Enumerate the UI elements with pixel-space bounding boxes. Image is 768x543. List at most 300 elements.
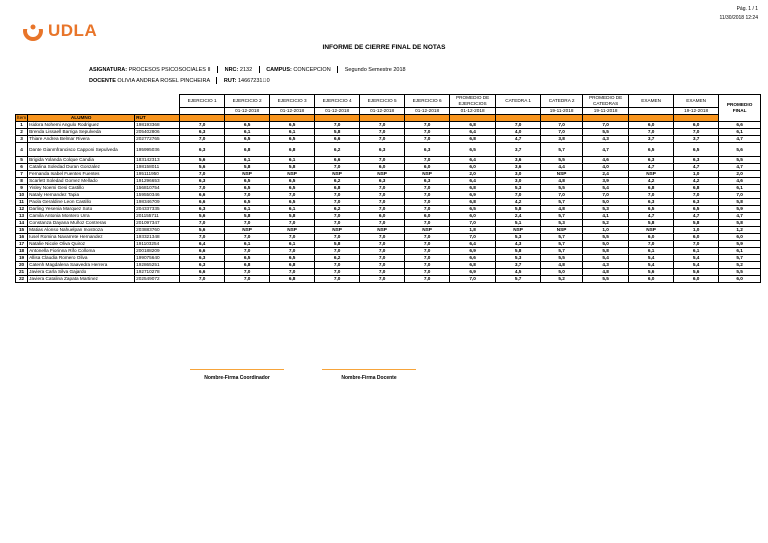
grade-cell: 5,6 xyxy=(180,227,225,234)
page-number: Pág. 1 / 1 xyxy=(736,6,758,12)
grade-cell: 7,0 xyxy=(315,192,360,199)
column-header: PROMEDIO DE EJERCICIOS xyxy=(450,95,496,108)
grade-cell: 5,8 xyxy=(225,213,270,220)
grade-cell: 7,0 xyxy=(360,136,405,143)
student-name: Constanza Dayana Muñoz Contreras xyxy=(28,220,135,227)
grade-cell: 1,8 xyxy=(450,227,496,234)
grade-cell: 5,9 xyxy=(719,241,761,248)
table-row xyxy=(16,262,761,269)
grade-cell: 7,0 xyxy=(583,192,629,199)
grade-cell: 7,0 xyxy=(583,122,629,129)
column-header: PROMEDIO DE CATEDRAS xyxy=(583,95,629,108)
grade-cell: 5,8 xyxy=(629,220,674,227)
date-row xyxy=(16,108,761,115)
grade-cell: 6,3 xyxy=(629,157,674,164)
column-header: PROMEDIO FINAL xyxy=(719,95,761,122)
column-date: 01-12-2018 xyxy=(450,108,496,115)
grade-cell: 7,0 xyxy=(270,234,315,241)
row-number: 12 xyxy=(16,206,28,213)
grade-cell: 6,1 xyxy=(719,185,761,192)
column-date: 19-12-2018 xyxy=(674,108,719,115)
table-row xyxy=(16,241,761,248)
grade-cell: 7,0 xyxy=(360,122,405,129)
grade-cell: 5,5 xyxy=(541,255,583,262)
page-header xyxy=(719,5,758,23)
grade-cell: 5,8 xyxy=(583,248,629,255)
grade-cell: 5,5 xyxy=(719,157,761,164)
table-row xyxy=(16,234,761,241)
grade-cell: 6,5 xyxy=(629,206,674,213)
student-rut: 198346709 xyxy=(135,199,180,206)
grade-cell: 3,6 xyxy=(496,157,541,164)
grade-cell: 5,7 xyxy=(496,276,541,283)
grade-cell: 4,3 xyxy=(583,136,629,143)
grade-cell: NSP xyxy=(225,227,270,234)
row-number: 8 xyxy=(16,178,28,185)
grade-cell: 5,5 xyxy=(541,157,583,164)
grade-cell: 7,0 xyxy=(496,192,541,199)
grade-cell: 7,0 xyxy=(225,248,270,255)
row-number: 15 xyxy=(16,227,28,234)
table-row xyxy=(16,136,761,143)
column-header: EJERCICIO 1 xyxy=(180,95,225,108)
grade-cell: 5,3 xyxy=(496,255,541,262)
grade-cell: 7,0 xyxy=(360,276,405,283)
logo-text: UDLA xyxy=(48,21,98,40)
grade-cell: 6,0 xyxy=(405,213,450,220)
grade-cell: 7,0 xyxy=(719,192,761,199)
campus-value: CONCEPCION xyxy=(293,66,331,73)
row-number: 10 xyxy=(16,192,28,199)
grade-cell: 7,0 xyxy=(360,220,405,227)
nrc-label: NRC: xyxy=(224,66,239,73)
grade-cell: 6,1 xyxy=(225,206,270,213)
grade-cell: 6,3 xyxy=(674,199,719,206)
grade-cell: 7,0 xyxy=(315,164,360,171)
row-number: 6 xyxy=(16,164,28,171)
grade-cell: 6,1 xyxy=(270,129,315,136)
grade-cell: 4,7 xyxy=(674,213,719,220)
student-rut: 205402806 xyxy=(135,129,180,136)
column-date: 01-12-2018 xyxy=(270,108,315,115)
grade-cell: 7,0 xyxy=(360,241,405,248)
grade-cell: 6,0 xyxy=(450,164,496,171)
grade-cell: 6,5 xyxy=(225,199,270,206)
student-rut: 202549072 xyxy=(135,276,180,283)
grade-cell: 7,0 xyxy=(225,269,270,276)
student-name: Allisa Claudia Romero Oliva xyxy=(28,255,135,262)
grade-cell: 6,8 xyxy=(450,185,496,192)
row-number: 22 xyxy=(16,276,28,283)
grade-cell: 7,0 xyxy=(405,276,450,283)
grade-cell: 7,0 xyxy=(360,269,405,276)
row-number: 11 xyxy=(16,199,28,206)
grade-cell: 5,8 xyxy=(270,164,315,171)
column-date: 01-12-2018 xyxy=(360,108,405,115)
grade-cell: 7,0 xyxy=(315,199,360,206)
grade-cell: NSP xyxy=(225,171,270,178)
grade-cell: 6,6 xyxy=(180,192,225,199)
student-rut: 159550346 xyxy=(135,192,180,199)
grade-cell: 6,6 xyxy=(180,269,225,276)
rut-header: RUT xyxy=(135,115,180,122)
grade-cell: 7,0 xyxy=(405,122,450,129)
grade-cell: 7,0 xyxy=(450,276,496,283)
grade-cell: 7,0 xyxy=(180,220,225,227)
student-name: Antonella Fiorinna Rifo Colloma xyxy=(28,248,135,255)
column-date xyxy=(180,108,225,115)
grade-cell: 5,5 xyxy=(719,269,761,276)
grade-cell: 6,1 xyxy=(674,248,719,255)
grade-cell: 6,1 xyxy=(719,129,761,136)
student-rut: 156810754 xyxy=(135,185,180,192)
grade-cell: 5,7 xyxy=(541,143,583,157)
grade-cell: NSP xyxy=(496,227,541,234)
grade-cell: 4,4 xyxy=(541,164,583,171)
student-rut: 202772765 xyxy=(135,136,180,143)
grade-cell: 6,6 xyxy=(315,136,360,143)
grade-cell: 6,1 xyxy=(270,157,315,164)
grade-cell: NSP xyxy=(541,227,583,234)
grade-cell: 7,0 xyxy=(405,248,450,255)
grade-cell: 5,0 xyxy=(583,199,629,206)
table-row xyxy=(16,199,761,206)
grade-cell: 7,0 xyxy=(450,234,496,241)
grade-cell: 1,2 xyxy=(719,227,761,234)
grade-cell: 7,0 xyxy=(405,199,450,206)
grade-cell: 6,0 xyxy=(719,234,761,241)
grade-cell: 4,7 xyxy=(674,164,719,171)
grade-cell: 5,8 xyxy=(315,129,360,136)
column-header: CATEDRA 2 xyxy=(541,95,583,108)
student-name: Isidora Nohemi Angulo Rodriguez xyxy=(28,122,135,129)
grade-cell: 6,5 xyxy=(629,143,674,157)
student-name: Brigida Yolanda Colque Candia xyxy=(28,157,135,164)
grade-cell: 5,8 xyxy=(674,220,719,227)
grade-cell: 2,0 xyxy=(719,171,761,178)
logo-mark-icon xyxy=(22,20,44,42)
row-number: 13 xyxy=(16,213,28,220)
table-row xyxy=(16,164,761,171)
udla-logo xyxy=(22,20,97,42)
grade-cell: 6,4 xyxy=(450,157,496,164)
docente-value: OLIVIA ANDREA ROSEL PINCHEIRA xyxy=(117,77,210,84)
student-rut: 193321348 xyxy=(135,234,180,241)
asignatura-value: PROCESOS PSICOSOCIALES II xyxy=(128,66,211,73)
grade-cell: 7,0 xyxy=(315,213,360,220)
grade-cell: 4,7 xyxy=(496,136,541,143)
column-header: EJERCICIO 6 xyxy=(405,95,450,108)
grade-cell: 6,3 xyxy=(180,255,225,262)
grade-cell: 7,0 xyxy=(496,122,541,129)
grade-cell: 4,0 xyxy=(496,129,541,136)
student-rut: 183142313 xyxy=(135,157,180,164)
grade-cell: 4,7 xyxy=(719,164,761,171)
grade-cell: 7,0 xyxy=(405,234,450,241)
grade-cell: 6,3 xyxy=(629,199,674,206)
grade-cell: NSP xyxy=(360,227,405,234)
grade-cell: 7,0 xyxy=(360,248,405,255)
grade-cell: 6,8 xyxy=(450,136,496,143)
grade-cell: 7,0 xyxy=(360,192,405,199)
grade-cell: 4,7 xyxy=(583,143,629,157)
grade-cell: 3,8 xyxy=(541,136,583,143)
print-datetime: 11/30/2018 12:24 xyxy=(719,15,758,21)
grade-cell: 5,2 xyxy=(583,220,629,227)
grade-cell: 6,3 xyxy=(180,262,225,269)
label-row xyxy=(16,115,761,122)
grade-cell: 7,0 xyxy=(674,241,719,248)
row-number: 5 xyxy=(16,157,28,164)
grade-cell: 7,0 xyxy=(405,185,450,192)
student-rut: 195111950 xyxy=(135,171,180,178)
grade-cell: 5,7 xyxy=(541,213,583,220)
grade-cell: 6,8 xyxy=(315,185,360,192)
grade-cell: 6,0 xyxy=(719,276,761,283)
grade-cell: 6,0 xyxy=(629,234,674,241)
student-name: Paola Geraldine Leon Castillo xyxy=(28,199,135,206)
grade-cell: 6,4 xyxy=(180,241,225,248)
grade-cell: 6,3 xyxy=(360,143,405,157)
grade-cell: 5,3 xyxy=(496,185,541,192)
grade-cell: 5,7 xyxy=(541,248,583,255)
grade-cell: 6,8 xyxy=(270,276,315,283)
grade-cell: 5,2 xyxy=(541,276,583,283)
teacher-rut-value: 14667231 0 xyxy=(237,77,270,84)
row-number: 3 xyxy=(16,136,28,143)
student-rut: 191296653 xyxy=(135,178,180,185)
grade-cell: 5,8 xyxy=(719,220,761,227)
column-header: EXAMEN xyxy=(674,95,719,108)
grade-cell: 5,5 xyxy=(541,185,583,192)
grade-cell: 6,5 xyxy=(225,178,270,185)
table-row xyxy=(16,178,761,185)
grade-cell: 3,7 xyxy=(629,136,674,143)
grade-cell: 6,5 xyxy=(225,136,270,143)
grade-cell: NSP xyxy=(629,227,674,234)
row-number: 18 xyxy=(16,248,28,255)
student-rut: 198193368 xyxy=(135,122,180,129)
grade-cell: 6,8 xyxy=(450,199,496,206)
grade-cell: 4,7 xyxy=(719,136,761,143)
table-row xyxy=(16,255,761,262)
grade-cell: 4,6 xyxy=(719,178,761,185)
nrc-value: 2132 xyxy=(239,66,253,73)
grade-cell: 6,8 xyxy=(225,143,270,157)
grade-cell: 7,0 xyxy=(360,234,405,241)
student-rut: 203883760 xyxy=(135,227,180,234)
grade-cell: 7,0 xyxy=(360,185,405,192)
grade-cell: 5,6 xyxy=(180,213,225,220)
grade-cell: 7,0 xyxy=(270,269,315,276)
grade-cell: 3,0 xyxy=(496,178,541,185)
grade-cell: 6,0 xyxy=(674,234,719,241)
coordinator-signature: Nombre-Firma Coordinador xyxy=(190,369,284,381)
grade-cell: 5,4 xyxy=(629,255,674,262)
grade-cell: 3,7 xyxy=(674,136,719,143)
grade-cell: 7,0 xyxy=(405,241,450,248)
grade-cell: 4,2 xyxy=(629,178,674,185)
grade-cell: 4,7 xyxy=(629,164,674,171)
grade-cell: 7,0 xyxy=(180,122,225,129)
column-date: 19-11-2018 xyxy=(583,108,629,115)
grade-cell: 6,8 xyxy=(450,262,496,269)
grade-cell: 7,0 xyxy=(315,234,360,241)
grade-cell: 6,1 xyxy=(225,241,270,248)
table-row xyxy=(16,220,761,227)
grade-cell: 4,0 xyxy=(583,164,629,171)
grade-cell: 6,5 xyxy=(270,122,315,129)
grade-cell: 4,8 xyxy=(541,178,583,185)
student-name: Scarlett Soledad Gomez Mellado xyxy=(28,178,135,185)
grade-cell: 6,3 xyxy=(180,129,225,136)
student-rut: 201097347 xyxy=(135,220,180,227)
row-number: 2 xyxy=(16,129,28,136)
grade-cell: 6,6 xyxy=(719,122,761,129)
grade-cell: 6,0 xyxy=(405,164,450,171)
grade-cell: 6,2 xyxy=(315,178,360,185)
grade-cell: 4,1 xyxy=(583,213,629,220)
grade-cell: 5,5 xyxy=(583,276,629,283)
grade-cell: 7,0 xyxy=(541,122,583,129)
grade-cell: 7,0 xyxy=(360,206,405,213)
grade-cell: 5,7 xyxy=(541,241,583,248)
grade-cell: 5,4 xyxy=(674,262,719,269)
grade-cell: NSP xyxy=(360,171,405,178)
grade-cell: NSP xyxy=(405,227,450,234)
grade-cell: 5,6 xyxy=(629,269,674,276)
grade-cell: 4,7 xyxy=(629,213,674,220)
grade-cell: 6,5 xyxy=(270,185,315,192)
student-name: Catalina Soledad Duran Gonzalez xyxy=(28,164,135,171)
grade-cell: 6,3 xyxy=(360,178,405,185)
grade-cell: 6,0 xyxy=(629,276,674,283)
row-number: 17 xyxy=(16,241,28,248)
grade-cell: 6,5 xyxy=(270,136,315,143)
grade-cell: 7,0 xyxy=(405,192,450,199)
grade-cell: 7,0 xyxy=(225,220,270,227)
student-name: Javiera Catalina Zapata Martinez xyxy=(28,276,135,283)
grade-cell: 5,7 xyxy=(541,234,583,241)
header-row xyxy=(16,95,761,108)
grade-cell: 5,8 xyxy=(496,248,541,255)
grade-cell: 7,0 xyxy=(674,192,719,199)
grade-cell: 6,3 xyxy=(180,143,225,157)
table-row xyxy=(16,129,761,136)
grade-cell: 6,0 xyxy=(450,213,496,220)
grade-cell: 6,5 xyxy=(225,122,270,129)
grade-cell: 7,0 xyxy=(360,199,405,206)
grade-cell: 6,9 xyxy=(450,192,496,199)
student-name: Yisley Noemi Gesi Castillo xyxy=(28,185,135,192)
table-row xyxy=(16,227,761,234)
grade-cell: 7,0 xyxy=(629,241,674,248)
grade-cell: NSP xyxy=(405,171,450,178)
teacher-info xyxy=(89,77,270,84)
grade-cell: 4,3 xyxy=(583,262,629,269)
grade-cell: 6,0 xyxy=(674,122,719,129)
table-row xyxy=(16,192,761,199)
grade-cell: 4,8 xyxy=(541,206,583,213)
alumno-header: ALUMNO xyxy=(28,115,135,122)
grade-cell: 1,0 xyxy=(583,227,629,234)
table-row xyxy=(16,171,761,178)
grade-cell: 7,0 xyxy=(541,192,583,199)
column-header: CATEDRA 1 xyxy=(496,95,541,108)
column-header: EXAMEN xyxy=(629,95,674,108)
grade-cell: 6,5 xyxy=(450,143,496,157)
grade-cell: 5,7 xyxy=(541,199,583,206)
grade-cell: 7,0 xyxy=(405,206,450,213)
table-row xyxy=(16,269,761,276)
grade-cell: 7,0 xyxy=(405,157,450,164)
grade-cell: 4,7 xyxy=(719,213,761,220)
grade-cell: 6,2 xyxy=(315,143,360,157)
grade-cell: 6,8 xyxy=(270,262,315,269)
table-row xyxy=(16,248,761,255)
grade-cell: 7,0 xyxy=(405,136,450,143)
student-name: Matias Alonso Nahuelpan Inostroza xyxy=(28,227,135,234)
grade-cell: 6,5 xyxy=(225,185,270,192)
grade-cell: 7,0 xyxy=(629,192,674,199)
row-number: 4 xyxy=(16,143,28,157)
column-date: 19-11-2018 xyxy=(541,108,583,115)
column-header: EJERCICIO 3 xyxy=(270,95,315,108)
grade-cell: 7,0 xyxy=(225,276,270,283)
grade-cell: 5,3 xyxy=(583,206,629,213)
grade-cell: 7,0 xyxy=(225,192,270,199)
row-number: 19 xyxy=(16,255,28,262)
grade-cell: 5,4 xyxy=(583,255,629,262)
grade-cell: 7,0 xyxy=(180,136,225,143)
grade-cell: 7,0 xyxy=(180,185,225,192)
grade-cell: 7,0 xyxy=(315,122,360,129)
row-number: 21 xyxy=(16,269,28,276)
grade-cell: 6,3 xyxy=(180,206,225,213)
student-name: Iusel Romina Navarrete Hernandez xyxy=(28,234,135,241)
grade-cell: 6,5 xyxy=(450,206,496,213)
report-title: INFORME DE CIERRE FINAL DE NOTAS xyxy=(322,44,446,51)
row-number: 20 xyxy=(16,262,28,269)
student-rut: 198158011 xyxy=(135,164,180,171)
grade-cell: 6,3 xyxy=(405,178,450,185)
grade-cell: 6,0 xyxy=(629,122,674,129)
grade-cell: 6,3 xyxy=(180,178,225,185)
grade-cell: 5,6 xyxy=(674,269,719,276)
grade-cell: 7,0 xyxy=(180,276,225,283)
grade-cell: 7,0 xyxy=(315,248,360,255)
grade-cell: 1,0 xyxy=(674,171,719,178)
grade-cell: NSP xyxy=(270,171,315,178)
grade-cell: 6,3 xyxy=(405,143,450,157)
grade-cell: 6,9 xyxy=(450,248,496,255)
grade-cell: 7,0 xyxy=(629,129,674,136)
column-header: EJERCICIO 2 xyxy=(225,95,270,108)
grade-cell: 6,1 xyxy=(225,157,270,164)
student-rut: 199075640 xyxy=(135,255,180,262)
column-header: EJERCICIO 4 xyxy=(315,95,360,108)
grade-cell: 7,0 xyxy=(360,157,405,164)
grade-cell: 7,0 xyxy=(360,129,405,136)
table-row xyxy=(16,185,761,192)
grade-cell: 6,5 xyxy=(270,178,315,185)
grade-cell: NSP xyxy=(270,227,315,234)
grade-cell: 6,0 xyxy=(674,276,719,283)
student-name: Nataly Hernandez Tapia xyxy=(28,192,135,199)
grade-cell: 6,4 xyxy=(450,178,496,185)
grade-cell: 7,0 xyxy=(674,129,719,136)
grade-cell: 5,6 xyxy=(719,143,761,157)
